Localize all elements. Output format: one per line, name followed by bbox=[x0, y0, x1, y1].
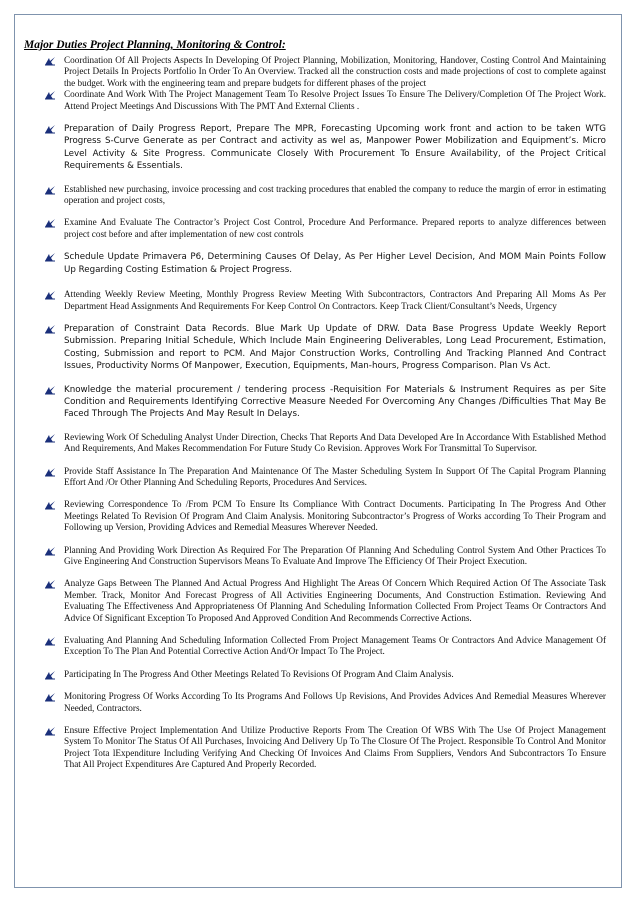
star-bullet-icon bbox=[44, 385, 56, 395]
duty-text: Evaluating And Planning And Scheduling Information Collected From Project Management Teams Or Contractors And Advice Management Of Exception To The Plan And Potential Corrective Action And/Or Impact To The Project. bbox=[64, 635, 606, 657]
star-bullet-icon bbox=[44, 579, 56, 589]
list-item bbox=[44, 545, 606, 568]
duty-text: Reviewing Work Of Scheduling Analyst Under Direction, Checks That Reports And Data Developed Are In Accordance With Established Method And Requirements, And Makes Recommendation For Future Study Co Revision. Approves Work For Transmittal To Supervisor. bbox=[64, 431, 606, 454]
list-item bbox=[44, 432, 606, 455]
duty-text: Monitoring Progress Of Works According To Its Programs And Follows Up Revisions, And Provides Advices And Remedial Measures Wherever Needed, Contractors. bbox=[64, 691, 606, 713]
list-item bbox=[44, 251, 606, 276]
section-title: Major Duties Project Planning, Monitoring & Control: bbox=[24, 39, 286, 51]
duty-text: Coordination Of All Projects Aspects In Developing Of Project Planning, Mobilization, Monitoring, Handover, Costing Control And Maintaining Project Details In Projects Portfolio In Order To An Overview. Tracked all the construction costs and made projections of cost to complete against the budget. Work with the engineering team and prepare budgets for different phases of the project bbox=[64, 55, 606, 88]
list-item bbox=[44, 55, 606, 89]
duties-list bbox=[44, 55, 606, 771]
list-item bbox=[44, 384, 606, 421]
duty-text: Knowledge the material procurement / tendering process -Requisition For Materials & Instrument Requires as per Site Condition and Requirements Identifying Corrective Measure Needed For Overcoming Any Changes /Difficulties That May Be Faced Through The Projects And May Result In Delays. bbox=[64, 384, 606, 420]
duty-text: Planning And Providing Work Direction As Required For The Preparation Of Planning And Scheduling Control System And Other Practices To Give Engineering And Construction Supervisors Means To Evaluate And Improve The Efficiency Of Their Project Execution. bbox=[64, 544, 606, 566]
star-bullet-icon bbox=[44, 467, 56, 477]
star-bullet-icon bbox=[44, 500, 56, 510]
star-bullet-icon bbox=[44, 90, 56, 100]
duty-text: Coordinate And Work With The Project Management Team To Resolve Project Issues To Ensure The Delivery/Completion Of The Project Work. Attend Project Meetings And Discussions With The PMT And External Clients . bbox=[64, 89, 606, 111]
list-item bbox=[44, 466, 606, 489]
list-item bbox=[44, 89, 606, 112]
star-bullet-icon bbox=[44, 185, 56, 195]
list-item bbox=[44, 669, 606, 680]
duty-text: Participating In The Progress And Other Meetings Related To Revisions Of Program And Claim Analysis. bbox=[64, 668, 454, 679]
duty-text: Ensure Effective Project Implementation And Utilize Productive Reports From The Creation Of WBS With The Use Of Project Management System To Monitor The Status Of All Purchases, Invoicing And Delivery Up To The Closure Of The Project. Responsible To Control And Monitor Project Tota lExpenditure Including Verifying And Checking Of Invoices And Claims From Suppliers, Vendors And Subcontractors To Ensure That All Project Expenditures Are Captured And Properly Recorded. bbox=[64, 725, 606, 770]
star-bullet-icon bbox=[44, 124, 56, 134]
list-item bbox=[44, 184, 606, 207]
list-item bbox=[44, 123, 606, 173]
duty-text: Analyze Gaps Between The Planned And Actual Progress And Highlight The Areas Of Concern Which Required Action Of The Associate Task Member. Track, Monitor And Forecast Progress of All Activities Engineering Documents, And Construction Estimation. Reviewing And Evaluating The Effectiveness And Appropriateness Of Planning And Scheduling Information Collected From Project Teams Or Contractors And Advice Of Significant Exception To Proposed And Approved Condition And Recommends Corrective Actions. bbox=[64, 578, 606, 623]
duty-text: Attending Weekly Review Meeting, Monthly Progress Review Meeting With Subcontractors, Contractors And Preparing All Moms As Per Department Head Assignments And Requirements For Keep Control On Contractors. Keep Track Client/Consultant’s Needs, Urgency bbox=[64, 289, 606, 311]
duty-text: Reviewing Correspondence To /From PCM To Ensure Its Compliance With Contract Documents. Participating In The Progress And Other Meetings Related To Revision Of Program And Claim Analysis. Monitoring Subcontractor’s Progress of Works according To Their Program and Following up Version, Providing Advices and Remedial Measures Wherever Needed. bbox=[64, 499, 606, 533]
duty-text: Established new purchasing, invoice processing and cost tracking procedures that enabled the company to reduce the margin of error in estimating operation and project costs, bbox=[64, 183, 606, 206]
duty-text: Provide Staff Assistance In The Preparation And Maintenance Of The Master Scheduling System In Support Of The Capital Program Planning Effort And /Or Other Planning And Scheduling Reports, Procedures And Services. bbox=[64, 465, 606, 487]
star-bullet-icon bbox=[44, 670, 56, 680]
duty-text: Preparation of Daily Progress Report, Prepare The MPR, Forecasting Upcoming work front and action to be taken WTG Progress S-Curve Generate as per Contract and activity as wel as, Manpower Power Mobilization and Equipment’s. Micro Level Activity & Site Progress. Communicate Closely With Procurement To Ensure Availability, of the Project Critical Requirements & Essentials. bbox=[64, 124, 606, 172]
duty-text: Examine And Evaluate The Contractor’s Project Cost Control, Procedure And Performance. Prepared reports to analyze differences between project cost before and after implementation of new cost controls bbox=[64, 217, 606, 239]
list-item bbox=[44, 499, 606, 533]
star-bullet-icon bbox=[44, 636, 56, 646]
list-item bbox=[44, 691, 606, 714]
duty-text: Schedule Update Primavera P6, Determining Causes Of Delay, As Per Higher Level Decision, And MOM Main Points Follow Up Regarding Costing Estimation & Project Progress. bbox=[64, 252, 606, 275]
star-bullet-icon bbox=[44, 726, 56, 736]
star-bullet-icon bbox=[44, 56, 56, 66]
duty-text: Preparation of Constraint Data Records. Blue Mark Up Update of DRW. Data Base Progress Update Weekly Report Submission. Preparing Initial Schedule, Which Include Main Engineering Deliverables, Long Lead Procurement, Estimation, Costing, Submission and report to PCM. And Major Construction Works, Controlling And Tracking Planned And Contract Issues, Productivity Norms Of Manpower, Execution, Equipments, Man-hours, Progress Comparison. Plan Vs Act. bbox=[64, 323, 606, 372]
star-bullet-icon bbox=[44, 218, 56, 228]
list-item bbox=[44, 578, 606, 624]
star-bullet-icon bbox=[44, 252, 56, 262]
list-item bbox=[44, 725, 606, 771]
star-bullet-icon bbox=[44, 290, 56, 300]
list-item bbox=[44, 289, 606, 312]
star-bullet-icon bbox=[44, 433, 56, 443]
list-item bbox=[44, 323, 606, 373]
list-item bbox=[44, 635, 606, 658]
star-bullet-icon bbox=[44, 324, 56, 334]
star-bullet-icon bbox=[44, 692, 56, 702]
list-item bbox=[44, 217, 606, 240]
star-bullet-icon bbox=[44, 546, 56, 556]
